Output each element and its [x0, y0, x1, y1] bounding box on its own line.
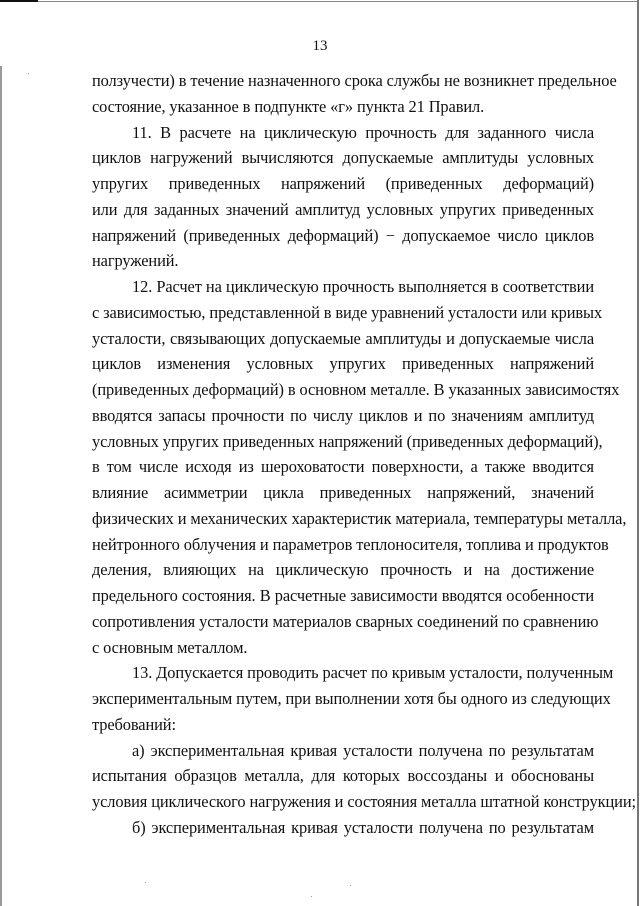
text-line: усталости, связывающих допускаемые амплитуды и допускаемые числа	[92, 328, 594, 348]
scan-edge-top-left	[0, 0, 38, 2]
text-line: ползучести) в течение назначенного срока службы не возникнет предельное	[92, 71, 617, 90]
text-line: сопротивления усталости материалов сварных соединений по сравнению	[92, 611, 599, 631]
paragraph-12	[92, 274, 627, 660]
paragraph-13	[92, 660, 614, 737]
text-line: нагружений.	[92, 251, 179, 271]
page-number: 13	[312, 38, 328, 54]
text-line: а) экспериментальная кривая усталости получена по результатам	[132, 740, 594, 760]
text-line: циклов нагружений вычисляются допускаемые амплитуды условных	[92, 148, 594, 168]
text-line: нейтронного облучения и параметров теплоносителя, топлива и продуктов	[92, 534, 609, 554]
text-line: с основным металлом.	[92, 637, 248, 657]
text-line: требований:	[92, 714, 176, 734]
text-line: в том числе исходя из шероховатости поверхности, а также вводится	[92, 457, 594, 477]
text-line: экспериментальным путем, при выполнении хотя бы одного из следующих	[92, 689, 611, 708]
text-line: состояние, указанное в подпункте «г» пункта 21 Правил.	[92, 96, 485, 116]
text-line: циклов изменения условных упругих приведенных напряжений	[92, 354, 594, 374]
text-line: или для заданных значений амплитуд условных упругих приведенных	[92, 199, 594, 219]
text-line: 11. В расчете на циклическую прочность для заданного числа	[132, 122, 594, 142]
text-line: влияние асимметрии цикла приведенных напряжений, значений	[92, 483, 594, 502]
text-line: (приведенных деформаций) в основном металле. В указанных зависимостях	[92, 380, 620, 399]
text-line: вводятся запасы прочности по числу циклов и по значениям амплитуд	[92, 405, 594, 425]
text-line: 12. Расчет на циклическую прочность выполняется в соответствии	[132, 277, 594, 296]
scan-speck	[350, 885, 351, 886]
scan-edge-right	[637, 0, 639, 906]
text-line: физических и механических характеристик материала, температуры металла,	[92, 508, 627, 528]
scan-speck	[28, 73, 29, 74]
text-line: условия циклического нагружения и состояния металла штатной конструкции;	[92, 792, 636, 811]
scan-edge-left	[0, 66, 2, 906]
text-line: с зависимостью, представленной в виде уравнений усталости или кривых	[92, 302, 603, 322]
scan-edge-top	[38, 1, 638, 2]
document-body	[92, 68, 636, 841]
text-line: упругих приведенных напряжений (приведенных деформаций)	[92, 174, 594, 193]
paragraph-continuation	[92, 68, 617, 120]
text-line: напряжений (приведенных деформаций) − допускаемое число циклов	[92, 225, 594, 245]
text-line: условных упругих приведенных напряжений (приведенных деформаций),	[92, 431, 603, 451]
text-line: испытания образцов металла, для которых воссозданы и обоснованы	[92, 766, 594, 786]
text-line: предельного состояния. В расчетные зависимости вводятся особенности	[92, 586, 594, 605]
paragraph-13-a	[92, 738, 636, 815]
scan-speck	[311, 896, 312, 897]
scan-speck	[145, 882, 146, 883]
paragraph-13-b	[92, 815, 594, 841]
paragraph-11	[92, 120, 594, 275]
text-line: деления, влияющих на циклическую прочность и на достижение	[92, 560, 594, 580]
text-line: б) экспериментальная кривая усталости получена по результатам	[132, 817, 594, 837]
text-line: 13. Допускается проводить расчет по кривым усталости, полученным	[132, 663, 614, 683]
